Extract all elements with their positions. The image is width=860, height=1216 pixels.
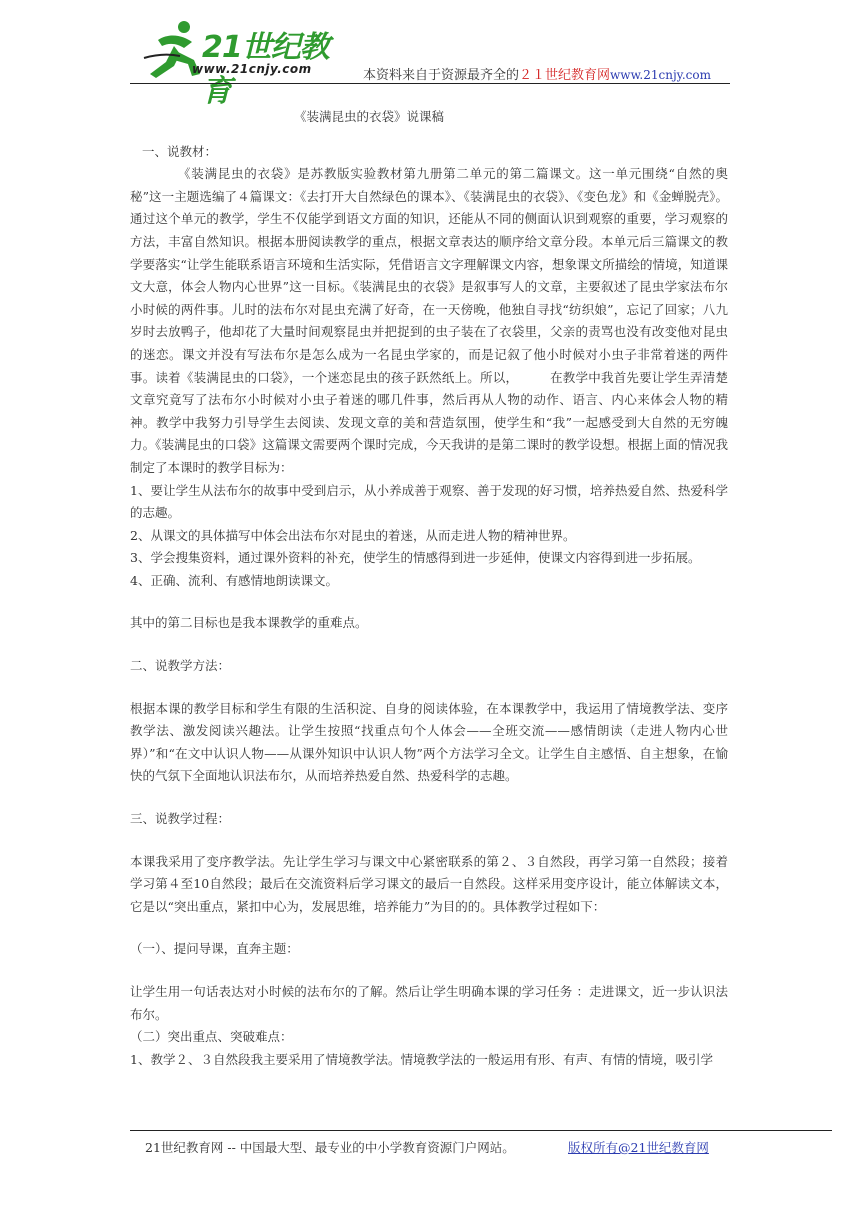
step-1-paragraph: 让学生用一句话表达对小时候的法布尔的了解。然后让学生明确本课的学习任务 ：走进课文，近一步认识法布尔。 <box>130 984 728 1022</box>
section-heading-3: 三、说教学过程： <box>130 811 231 827</box>
section-3-paragraph: 本课我采用了变序教学法。先让学生学习与课文中心紧密联系的第２、３自然段，再学习第一自然段；接着学习第４至10自然段；最后在交流资料后学习课文的最后一自然段。这样采用变序设计，能立体解读文本，它是以“突出重点，紧扣中心为，发展思维，培养能力”为目的的。具体教学过程如下： <box>130 853 728 914</box>
goal-item-4: 4、正确、流利、有感情地朗读课文。 <box>130 572 338 588</box>
section-1-paragraph: 《装满昆虫的衣袋》是苏教版实验教材第九册第二单元的第二篇课文。这一单元围绕“自然的奥秘”这一主题选编了４篇课文：《去打开大自然绿色的课本》、《装满昆虫的衣袋》、《变色龙》和《金蝉脱壳》。通过这个单元的教学，学生不仅能学到语文方面的知识，还能从不同的侧面认识到观察的重要，学习观察的方法，丰富自然知识。根据本册阅读教学的重点，根据文章表达的顺序给文章分段。本单元后三篇课文的教学要落实“让学生能联系语言环境和生活实际，凭借语言文字理解课文内容，想象课文所描绘的情境，知道课文大意，体会人物内心世界”这一目标。《装满昆虫的衣袋》是叙事写人的文章，主要叙述了昆虫学家法布尔小时候的两件事。儿时的法布尔对昆虫充满了好奇，在一天傍晚，他独自寻找“纺织娘”，忘记了回家；八九岁时去放鸭子，他却花了大量时间观察昆虫并把捉到的虫子装在了衣袋里，父亲的责骂也没有改变他对昆虫的迷恋。课文并没有写法布尔是怎么成为一名昆虫学家的，而是记叙了他小时候对小虫子非常着迷的两件事。读着《装满昆虫的口袋》，一个迷恋昆虫的孩子跃然纸上。所以， 在教学中我首先要让学生弄清楚文章究竟写了法布尔小时候对小虫子着迷的哪几件事，然后再从人物的动作、语言、内心来体会人物的精神。教学中我努力引导学生去阅读、发现文章的美和营造氛围，使学生和“我”一起感受到大自然的无穷魄力。《装满昆虫的口袋》这篇课文需要两个课时完成，今天我讲的是第二课时的教学设想。根据上面的情况我制定了本课时的教学目标为： <box>130 166 728 475</box>
header-divider <box>130 83 730 84</box>
header-site-url[interactable]: www.21cnjy.com <box>610 68 711 82</box>
step-heading-1: （一）、提问导课，直奔主题： <box>130 941 299 957</box>
goal-item-3: 3、学会搜集资料，通过课外资料的补充，使学生的情感得到进一步延伸，使课文内容得到进一步拓展。 <box>130 550 701 566</box>
goal-item-2: 2、从课文的具体描写中体会出法布尔对昆虫的着迷，从而走进人物的精神世界。 <box>130 527 576 543</box>
step-heading-2: （二）突出重点、突破难点： <box>130 1029 293 1045</box>
logo-text: 21世纪教育 <box>202 30 329 109</box>
footer <box>145 1138 709 1156</box>
document-body <box>130 96 728 1071</box>
document-title: 《装满昆虫的衣袋》说课稿 <box>293 109 444 124</box>
key-point-note: 其中的第二目标也是我本课教学的重难点。 <box>130 615 368 631</box>
header-caption <box>363 64 711 83</box>
footer-copyright-link[interactable]: 版权所有@21世纪教育网 <box>568 1140 709 1155</box>
section-heading-2: 二、说教学方法： <box>130 658 231 674</box>
footer-text: 21世纪教育网 -- 中国最大型、最专业的中小学教育资源门户网站。 <box>145 1140 515 1155</box>
goal-item-1: 1、要让学生从法布尔的故事中受到启示，从小养成善于观察、善于发现的好习惯，培养热爱自然、热爱科学的志趣。 <box>130 482 728 521</box>
section-heading-1: 一、说教材： <box>142 143 218 159</box>
footer-divider <box>130 1130 832 1131</box>
step-2-paragraph: 1、教学２、３自然段我主要采用了情境教学法。情境教学法的一般运用有形、有声、有情的情境，吸引学 <box>130 1051 713 1067</box>
header-prefix: 本资料来自于资源最齐全的 <box>363 68 520 83</box>
logo-url: www.21cnjy.com <box>192 62 312 76</box>
section-2-paragraph: 根据本课的教学目标和学生有限的生活积淀、自身的阅读体验，在本课教学中，我运用了情境教学法、变序教学法、激发阅读兴趣法。让学生按照“找重点句个人体会——全班交流——感情朗读（走进人物内心世界）”和“在文中认识人物——从课外知识中认识人物”两个方法学习全文。让学生自主感悟、自主想象，在愉快的气氛下全面地认识法布尔，从而培养热爱自然、热爱科学的志趣。 <box>130 700 728 784</box>
site-logo[interactable] <box>140 18 340 109</box>
header-site-name: ２１世纪教育网 <box>519 68 611 83</box>
